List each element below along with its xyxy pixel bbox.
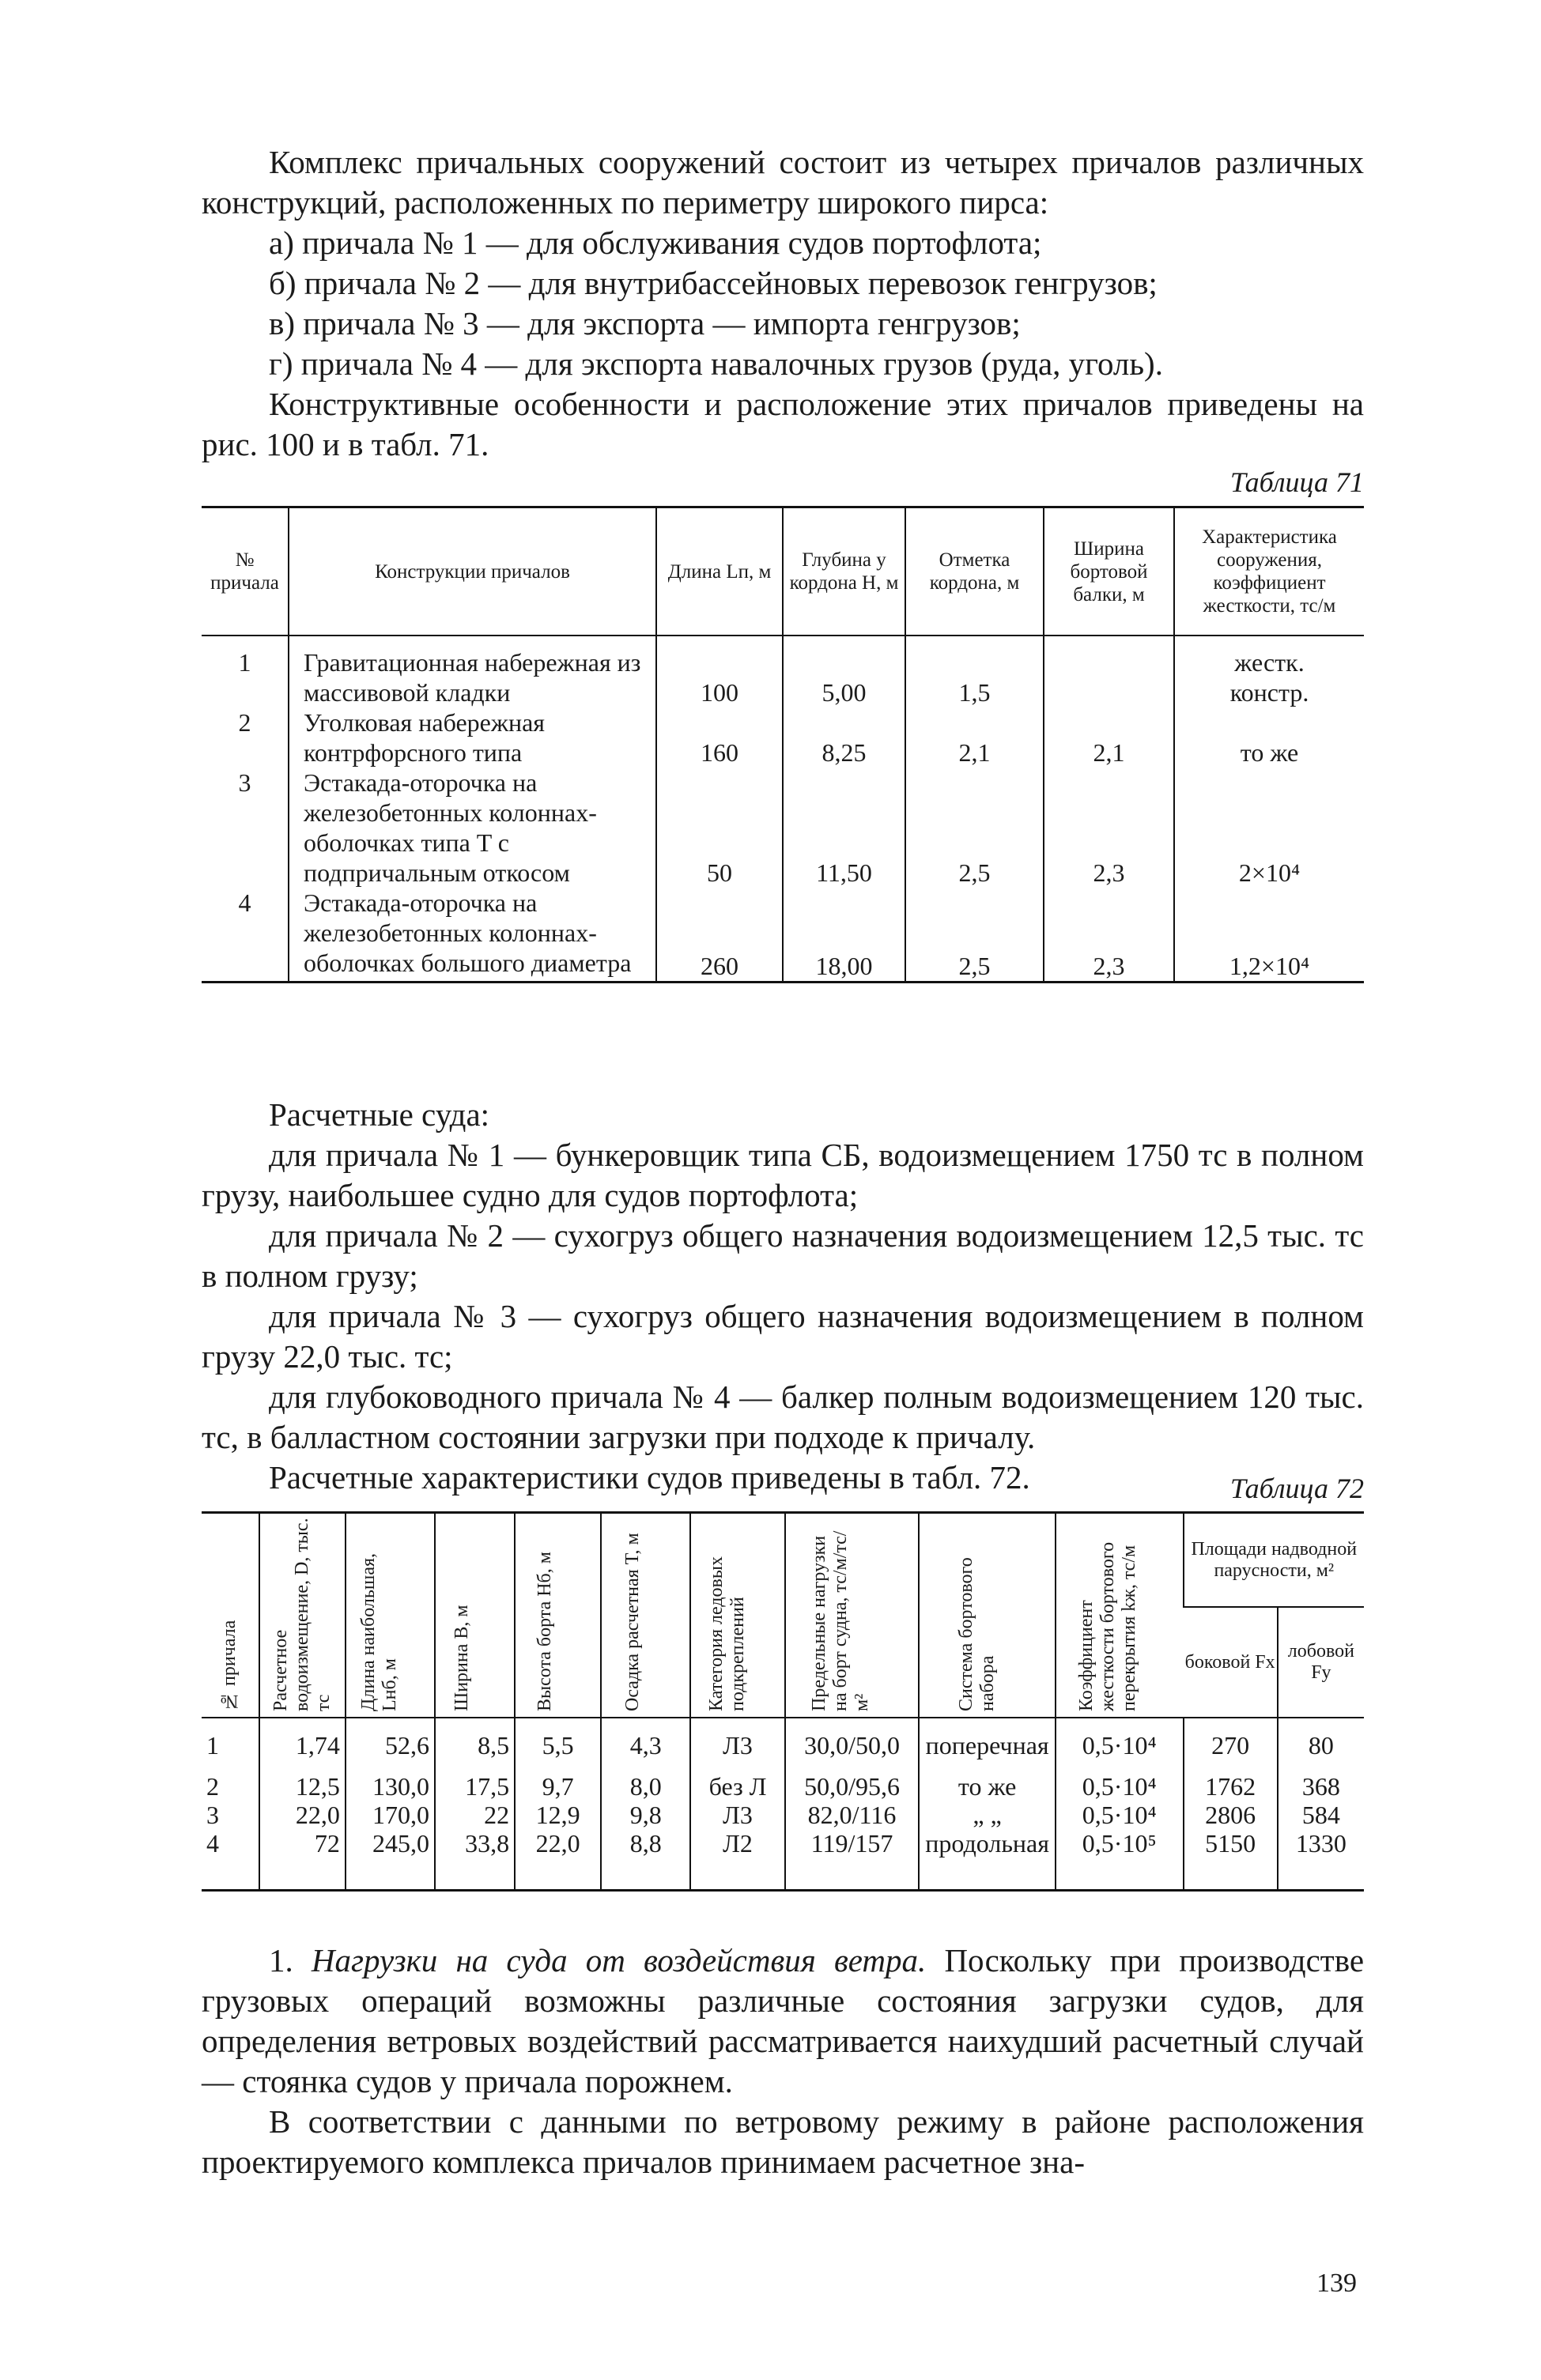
t72-header-stiffness-text: Коэффициент жесткости бортового перекрытия kж, тс/м bbox=[1075, 1541, 1139, 1711]
t72-cell-system: то же bbox=[919, 1772, 1055, 1801]
t71-cell-length: 100 bbox=[656, 636, 783, 707]
t72-header-draft-text: Осадка расчетная T, м bbox=[621, 1533, 643, 1711]
t71-cell-construction: Уголковая набережная контрфорсного типа bbox=[289, 707, 656, 768]
t71-header-no: № причала bbox=[202, 507, 289, 636]
t72-cell-stiffness: 0,5·10⁴ bbox=[1056, 1801, 1184, 1829]
t72-cell-load: 119/157 bbox=[785, 1829, 920, 1891]
t72-header-no bbox=[202, 1513, 259, 1718]
t72-cell-stiffness: 0,5·10⁵ bbox=[1056, 1829, 1184, 1891]
t71-header-depth: Глубина у кордона H, м bbox=[783, 507, 905, 636]
intro-item-a: а) причала № 1 — для обслуживания судов портофлота; bbox=[269, 224, 1042, 261]
t72-cell-depth: 22,0 bbox=[515, 1829, 601, 1891]
t71-cell-depth: 18,00 bbox=[783, 888, 905, 983]
intro-paragraph: Комплекс причальных сооружений состоит из четырех причалов различных конструкций, расположенных по периметру широкого пирса: bbox=[202, 144, 1364, 221]
t71-cell-stiffness: 1,2×10⁴ bbox=[1174, 888, 1364, 983]
table-71 bbox=[202, 506, 1364, 983]
t72-cell-system: „ „ bbox=[919, 1801, 1055, 1829]
table-71-caption-text: Таблица 71 bbox=[1229, 466, 1364, 498]
wind-heading: Нагрузки на суда от воздействия ветра. bbox=[311, 1942, 927, 1978]
t71-cell-stiffness: 2×10⁴ bbox=[1174, 768, 1364, 888]
t72-header-depth bbox=[515, 1513, 601, 1718]
t72-cell-load: 30,0/50,0 bbox=[785, 1718, 920, 1772]
vessel-item-4: для глубоководного причала № 4 — балкер полным водоизмещением 120 тыс. тс, в балластном состоянии загрузки при подходе к причалу. bbox=[202, 1379, 1364, 1455]
intro-section bbox=[202, 142, 1364, 465]
t72-cell-draft: 8,0 bbox=[601, 1772, 690, 1801]
t72-cell-displacement: 12,5 bbox=[259, 1772, 346, 1801]
t72-cell-fx: 5150 bbox=[1184, 1829, 1278, 1891]
vessels-section bbox=[202, 1095, 1364, 1498]
t71-header-stiffness: Характеристика сооружения, коэффициент жесткости, тс/м bbox=[1174, 507, 1364, 636]
t72-cell-breadth: 17,5 bbox=[435, 1772, 515, 1801]
t72-cell-breadth: 33,8 bbox=[435, 1829, 515, 1891]
table-row bbox=[202, 636, 1364, 707]
t72-cell-length: 52,6 bbox=[346, 1718, 435, 1772]
t72-header-breadth-text: Ширина B, м bbox=[451, 1605, 472, 1711]
t71-cell-no: 2 bbox=[238, 708, 251, 737]
t71-cell-length: 160 bbox=[656, 707, 783, 768]
vessel-item-3: для причала № 3 — сухогруз общего назначения водоизмещением в полном грузу 22,0 тыс. тс; bbox=[202, 1298, 1364, 1375]
t71-cell-stiffness: жестк. констр. bbox=[1174, 636, 1364, 707]
t72-header-load-text: Предельные нагрузки на борт судна, тс/м/тс/м² bbox=[808, 1530, 872, 1711]
t72-cell-length: 170,0 bbox=[346, 1801, 435, 1829]
t72-cell-system: поперечная bbox=[919, 1718, 1055, 1772]
t72-cell-displacement: 72 bbox=[259, 1829, 346, 1891]
t71-header-width: Ширина бортовой балки, м bbox=[1044, 507, 1174, 636]
t72-cell-depth: 5,5 bbox=[515, 1718, 601, 1772]
t71-cell-mark: 2,5 bbox=[905, 768, 1044, 888]
t71-cell-length: 50 bbox=[656, 768, 783, 888]
t72-cell-no: 1 bbox=[206, 1731, 219, 1760]
t72-header-displacement-text: Расчетное водоизмещение, D, тыс. тс bbox=[270, 1518, 334, 1711]
wind-paragraph-1-text: Поскольку при производстве грузовых операций возможны различные состояния загрузки судов, для определения ветровых воздействий рассматривается наихудший расчетный случай — стоянка судов у причала порожнем. bbox=[202, 1942, 1365, 2099]
table-72-caption-text: Таблица 72 bbox=[1229, 1473, 1364, 1504]
t72-cell-fx: 2806 bbox=[1184, 1801, 1278, 1829]
t72-header-depth-text: Высота борта Hб, м bbox=[534, 1552, 555, 1711]
t72-cell-fy: 584 bbox=[1278, 1801, 1364, 1829]
t71-cell-mark: 2,1 bbox=[905, 707, 1044, 768]
t72-cell-no: 3 bbox=[206, 1801, 219, 1829]
t72-cell-fy: 80 bbox=[1278, 1718, 1364, 1772]
t72-header-fx: боковой Fx bbox=[1184, 1607, 1278, 1718]
t72-header-fy: лобовой Fy bbox=[1278, 1607, 1364, 1718]
t72-cell-draft: 4,3 bbox=[601, 1718, 690, 1772]
t71-cell-width bbox=[1044, 636, 1174, 707]
t72-cell-length: 245,0 bbox=[346, 1829, 435, 1891]
table-row bbox=[202, 707, 1364, 768]
t72-cell-stiffness: 0,5·10⁴ bbox=[1056, 1772, 1184, 1801]
table-row bbox=[202, 888, 1364, 983]
t72-cell-fy: 368 bbox=[1278, 1772, 1364, 1801]
t72-header-ice-text: Категория ледовых подкреплений bbox=[706, 1556, 748, 1711]
t71-cell-depth: 11,50 bbox=[783, 768, 905, 888]
table-row bbox=[202, 1772, 1364, 1801]
t72-cell-load: 82,0/116 bbox=[785, 1801, 920, 1829]
wind-heading-number: 1. bbox=[269, 1942, 293, 1978]
t72-cell-no: 2 bbox=[206, 1772, 219, 1801]
t71-cell-mark: 2,5 bbox=[905, 888, 1044, 983]
t72-cell-ice: Л3 bbox=[690, 1801, 784, 1829]
wind-paragraph-2: В соответствии с данными по ветровому режиму в районе расположения проектируемого комплекса причалов принимаем расчетное зна- bbox=[202, 2103, 1364, 2180]
t71-cell-mark: 1,5 bbox=[905, 636, 1044, 707]
vessels-after: Расчетные характеристики судов приведены в табл. 72. bbox=[269, 1459, 1030, 1496]
wind-section bbox=[202, 1941, 1364, 2182]
t72-header-breadth bbox=[435, 1513, 515, 1718]
t72-cell-breadth: 22 bbox=[435, 1801, 515, 1829]
t72-cell-breadth: 8,5 bbox=[435, 1718, 515, 1772]
t72-header-system-text: Система бортового набора bbox=[955, 1557, 998, 1711]
t72-cell-length: 130,0 bbox=[346, 1772, 435, 1801]
table-row bbox=[202, 1829, 1364, 1891]
t72-cell-depth: 12,9 bbox=[515, 1801, 601, 1829]
t71-cell-construction: Эстакада-оторочка на железобетонных колоннах-оболочках типа T с подпричальным откосом bbox=[289, 768, 656, 888]
t72-cell-ice: Л3 bbox=[690, 1718, 784, 1772]
t72-cell-fx: 270 bbox=[1184, 1718, 1278, 1772]
table-row bbox=[202, 1718, 1364, 1772]
t72-cell-system: продольная bbox=[919, 1829, 1055, 1891]
t72-cell-no: 4 bbox=[206, 1829, 219, 1858]
table-71-caption bbox=[202, 462, 1364, 503]
t71-cell-construction: Гравитационная набережная из массивовой кладки bbox=[289, 636, 656, 707]
intro-item-c: в) причала № 3 — для экспорта — импорта генгрузов; bbox=[269, 305, 1021, 341]
t71-header-mark: Отметка кордона, м bbox=[905, 507, 1044, 636]
t71-cell-no: 3 bbox=[238, 768, 251, 797]
t72-cell-depth: 9,7 bbox=[515, 1772, 601, 1801]
t72-cell-draft: 9,8 bbox=[601, 1801, 690, 1829]
t71-header-length: Длина Lп, м bbox=[656, 507, 783, 636]
table-72 bbox=[202, 1511, 1364, 1892]
t72-cell-load: 50,0/95,6 bbox=[785, 1772, 920, 1801]
t72-cell-ice: Л2 bbox=[690, 1829, 784, 1891]
t71-cell-width: 2,1 bbox=[1044, 707, 1174, 768]
t72-cell-displacement: 22,0 bbox=[259, 1801, 346, 1829]
t72-header-stiffness bbox=[1056, 1513, 1184, 1718]
t72-header-ice bbox=[690, 1513, 784, 1718]
t71-header-construction: Конструкции причалов bbox=[289, 507, 656, 636]
intro-closing-paragraph: Конструктивные особенности и расположение этих причалов приведены на рис. 100 и в табл. 71. bbox=[202, 386, 1364, 462]
t71-cell-construction: Эстакада-оторочка на железобетонных колоннах-оболочках большого диаметра bbox=[289, 888, 656, 983]
t71-cell-width: 2,3 bbox=[1044, 888, 1174, 983]
t71-cell-depth: 5,00 bbox=[783, 636, 905, 707]
t71-cell-width: 2,3 bbox=[1044, 768, 1174, 888]
t72-header-length-text: Длина наибольшая, Lнб, м bbox=[358, 1552, 401, 1711]
t71-cell-no: 4 bbox=[238, 888, 251, 917]
t72-header-length bbox=[346, 1513, 435, 1718]
t72-cell-fx: 1762 bbox=[1184, 1772, 1278, 1801]
t72-cell-displacement: 1,74 bbox=[259, 1718, 346, 1772]
table-row bbox=[202, 768, 1364, 888]
t72-cell-fy: 1330 bbox=[1278, 1829, 1364, 1891]
page-number: 139 bbox=[1316, 2269, 1357, 2298]
t71-cell-stiffness: то же bbox=[1174, 707, 1364, 768]
t72-header-load bbox=[785, 1513, 920, 1718]
intro-item-d: г) причала № 4 — для экспорта навалочных грузов (руда, уголь). bbox=[269, 345, 1163, 382]
t72-cell-draft: 8,8 bbox=[601, 1829, 690, 1891]
table-72-caption bbox=[202, 1469, 1364, 1509]
t72-header-no-text: № причала bbox=[219, 1620, 240, 1711]
intro-item-b: б) причала № 2 — для внутрибассейновых перевозок генгрузов; bbox=[269, 265, 1158, 301]
t72-cell-stiffness: 0,5·10⁴ bbox=[1056, 1718, 1184, 1772]
t72-header-system bbox=[919, 1513, 1055, 1718]
table-row bbox=[202, 1801, 1364, 1829]
t72-header-displacement bbox=[259, 1513, 346, 1718]
wind-paragraph-1 bbox=[202, 1941, 1364, 2102]
t71-cell-depth: 8,25 bbox=[783, 707, 905, 768]
vessel-item-2: для причала № 2 — сухогруз общего назначения водоизмещением 12,5 тыс. тс в полном грузу; bbox=[202, 1217, 1364, 1294]
t71-cell-length: 260 bbox=[656, 888, 783, 983]
t71-cell-no: 1 bbox=[238, 648, 251, 677]
t72-header-windage: Площади надводной парусности, м² bbox=[1184, 1513, 1364, 1608]
vessel-item-1: для причала № 1 — бункеровщик типа СБ, водоизмещением 1750 тс в полном грузу, наибольшее судно для судов портофлота; bbox=[202, 1137, 1364, 1213]
t72-header-draft bbox=[601, 1513, 690, 1718]
t72-cell-ice: без Л bbox=[690, 1772, 784, 1801]
vessels-title: Расчетные суда: bbox=[269, 1096, 490, 1133]
